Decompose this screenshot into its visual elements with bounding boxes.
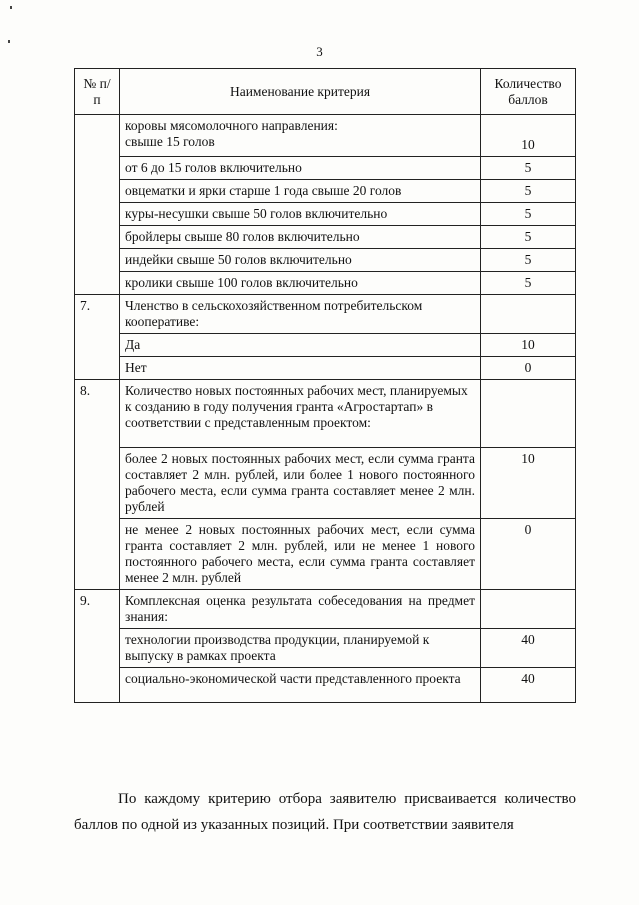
criterion-score: 5 [481,226,576,249]
criterion-score: 0 [481,357,576,380]
criteria-table [74,68,576,703]
criterion-score: 10 [481,115,576,157]
table-row [75,272,576,295]
header-number: № п/п [75,69,120,115]
criterion-name: не менее 2 новых постоянных рабочих мест, если сумма гранта составляет 2 млн. рублей, или не менее 1 нового постоянного рабочего места, если сумма гранта составляет менее 2 млн. рублей [120,519,481,590]
table-row [75,157,576,180]
criterion-name: от 6 до 15 голов включительно [120,157,481,180]
criterion-score: 0 [481,519,576,590]
row-number: 9. [75,590,120,703]
criterion-name: коровы мясомолочного направления: свыше 15 голов [120,115,481,157]
criterion-score: 5 [481,203,576,226]
criterion-score: 5 [481,157,576,180]
criterion-score: 10 [481,448,576,519]
table-row [75,629,576,668]
criterion-score: 40 [481,629,576,668]
row-number: 7. [75,295,120,380]
criterion-score: 10 [481,334,576,357]
table-row [75,448,576,519]
criterion-score: 5 [481,249,576,272]
body-paragraph: По каждому критерию отбора заявителю присваивается количество баллов по одной из указанных позиций. При соответствии заявителя [74,791,576,833]
table-row [75,334,576,357]
criterion-name: Да [120,334,481,357]
criterion-name: Комплексная оценка результата собеседования на предмет знания: [120,590,481,629]
row-number: 8. [75,380,120,590]
table-row [75,357,576,380]
table-row [75,226,576,249]
criterion-score [481,295,576,334]
header-score: Количество баллов [481,69,576,115]
criterion-score: 5 [481,180,576,203]
row-number [75,115,120,295]
criterion-name: Количество новых постоянных рабочих мест, планируемых к созданию в году получения гранта «Агростартап» в соответствии с представленным проектом: [120,380,481,448]
criterion-name: технологии производства продукции, планируемой к выпуску в рамках проекта [120,629,481,668]
page-number: 3 [316,44,323,59]
criterion-score [481,590,576,629]
table-row [75,380,576,448]
criterion-name: Нет [120,357,481,380]
table-row [75,590,576,629]
criterion-name: социально-экономической части представленного проекта [120,668,481,703]
table-row [75,249,576,272]
table-row [75,519,576,590]
criterion-name: куры-несушки свыше 50 голов включительно [120,203,481,226]
criterion-name: Членство в сельскохозяйственном потребительском кооперативе: [120,295,481,334]
header-criterion-name: Наименование критерия [120,69,481,115]
criterion-score: 5 [481,272,576,295]
criterion-score: 40 [481,668,576,703]
criterion-name: овцематки и ярки старше 1 года свыше 20 голов [120,180,481,203]
criterion-name: индейки свыше 50 голов включительно [120,249,481,272]
scan-margin-mark [10,6,12,9]
table-row [75,115,576,157]
criterion-name: бройлеры свыше 80 голов включительно [120,226,481,249]
table-row [75,203,576,226]
table-header-row [75,69,576,115]
scan-margin-mark [8,40,10,43]
table-row [75,295,576,334]
criterion-name: более 2 новых постоянных рабочих мест, если сумма гранта составляет 2 млн. рублей, или более 1 нового постоянного рабочего места, если сумма гранта составляет менее 2 млн. рублей [120,448,481,519]
table-row [75,668,576,703]
criterion-score [481,380,576,448]
table-row [75,180,576,203]
criterion-name: кролики свыше 100 голов включительно [120,272,481,295]
